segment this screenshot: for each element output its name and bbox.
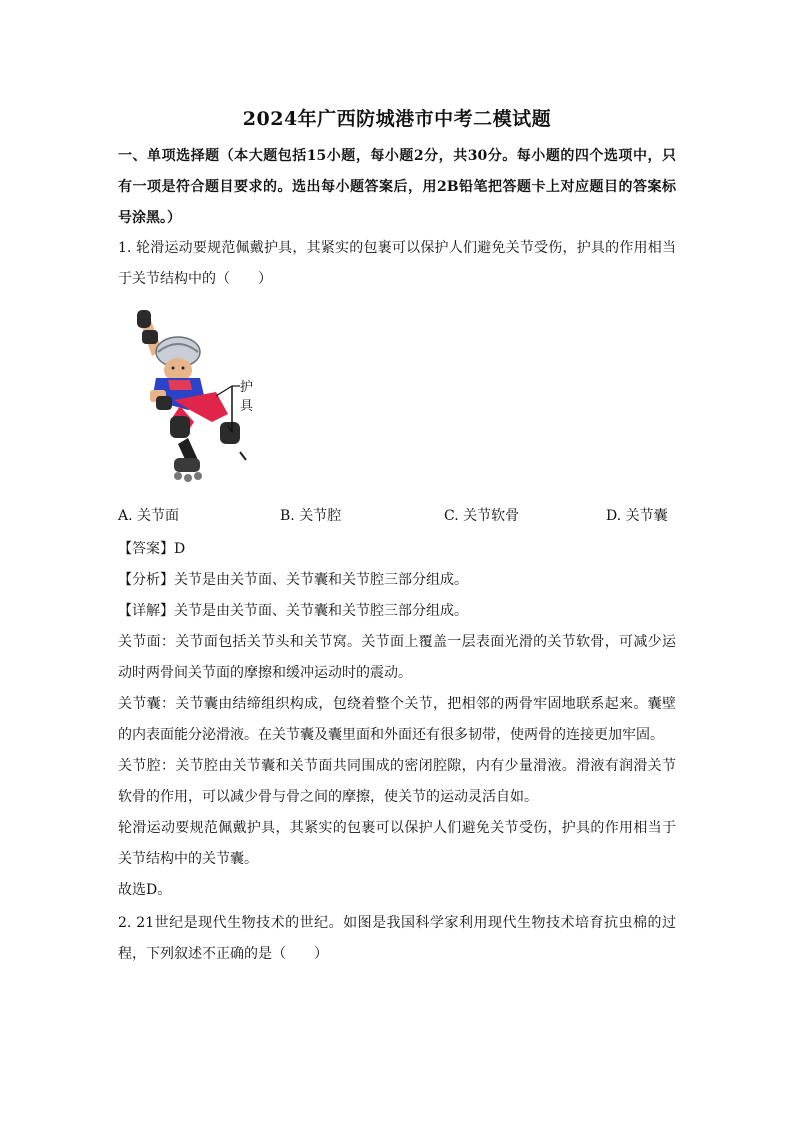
stem-line: 于关节结构中的（ ） — [118, 271, 272, 287]
conclusion-line: 故选D。 — [118, 882, 172, 898]
skater-figure — [128, 310, 258, 490]
detail-title-line: 【详解】关节是由关节面、关节囊和关节腔三部分组成。 — [118, 603, 468, 619]
section-heading-line: 一、单项选择题（本大题包括15小题，每小题2分，共30分。每小题的四个选项中，只 — [118, 148, 676, 164]
question-2-stem — [118, 908, 676, 970]
section-heading — [118, 141, 676, 234]
detail-line: 关节面：关节面包括关节头和关节窝。关节面上覆盖一层表面光滑的关节软骨，可减少运 — [118, 634, 676, 650]
stem-line: 1. 轮滑运动要规范佩戴护具，其紧实的包裹可以保护人们避免关节受伤，护具的作用相当 — [118, 240, 676, 256]
option-d[interactable]: D. 关节囊 — [606, 508, 668, 524]
detail-line: 关节结构中的关节囊。 — [118, 851, 258, 867]
detail-line: 软骨的作用，可以减少骨与骨之间的摩擦，使关节的运动灵活自如。 — [118, 789, 538, 805]
stem-line: 2. 21世纪是现代生物技术的世纪。如图是我国科学家利用现代生物技术培育抗虫棉的过 — [118, 915, 676, 931]
section-heading-line: 号涂黑。） — [118, 210, 181, 226]
answer-line: 【答案】D — [118, 541, 186, 557]
option-a[interactable]: A. 关节面 — [118, 508, 180, 524]
answer-block — [118, 534, 676, 906]
detail-line: 轮滑运动要规范佩戴护具，其紧实的包裹可以保护人们避免关节受伤，护具的作用相当于 — [118, 820, 676, 836]
detail-line: 关节腔：关节腔由关节囊和关节面共同围成的密闭腔隙，内有少量滑液。滑液有润滑关节 — [118, 758, 676, 774]
stem-line: 程，下列叙述不正确的是（ ） — [118, 946, 328, 962]
option-b[interactable]: B. 关节腔 — [280, 508, 342, 524]
question-1-stem — [118, 233, 676, 295]
detail-line: 动时两骨间关节面的摩擦和缓冲运动时的震动。 — [118, 665, 412, 681]
page-title: 2024年广西防城港市中考二模试题 — [242, 108, 552, 130]
question-1-options — [118, 505, 676, 531]
analysis-line: 【分析】关节是由关节面、关节囊和关节腔三部分组成。 — [118, 572, 468, 588]
figure-label: 护具 — [240, 380, 254, 414]
detail-line: 关节囊：关节囊由结缔组织构成，包绕着整个关节，把相邻的两骨牢固地联系起来。囊壁 — [118, 696, 676, 712]
skater-illustration — [128, 310, 258, 490]
section-heading-line: 有一项是符合题目要求的。选出每小题答案后，用2B铅笔把答题卡上对应题目的答案标 — [118, 179, 676, 195]
detail-line: 的内表面能分泌滑液。在关节囊及囊里面和外面还有很多韧带，使两骨的连接更加牢固。 — [118, 727, 664, 743]
option-c[interactable]: C. 关节软骨 — [444, 508, 520, 524]
